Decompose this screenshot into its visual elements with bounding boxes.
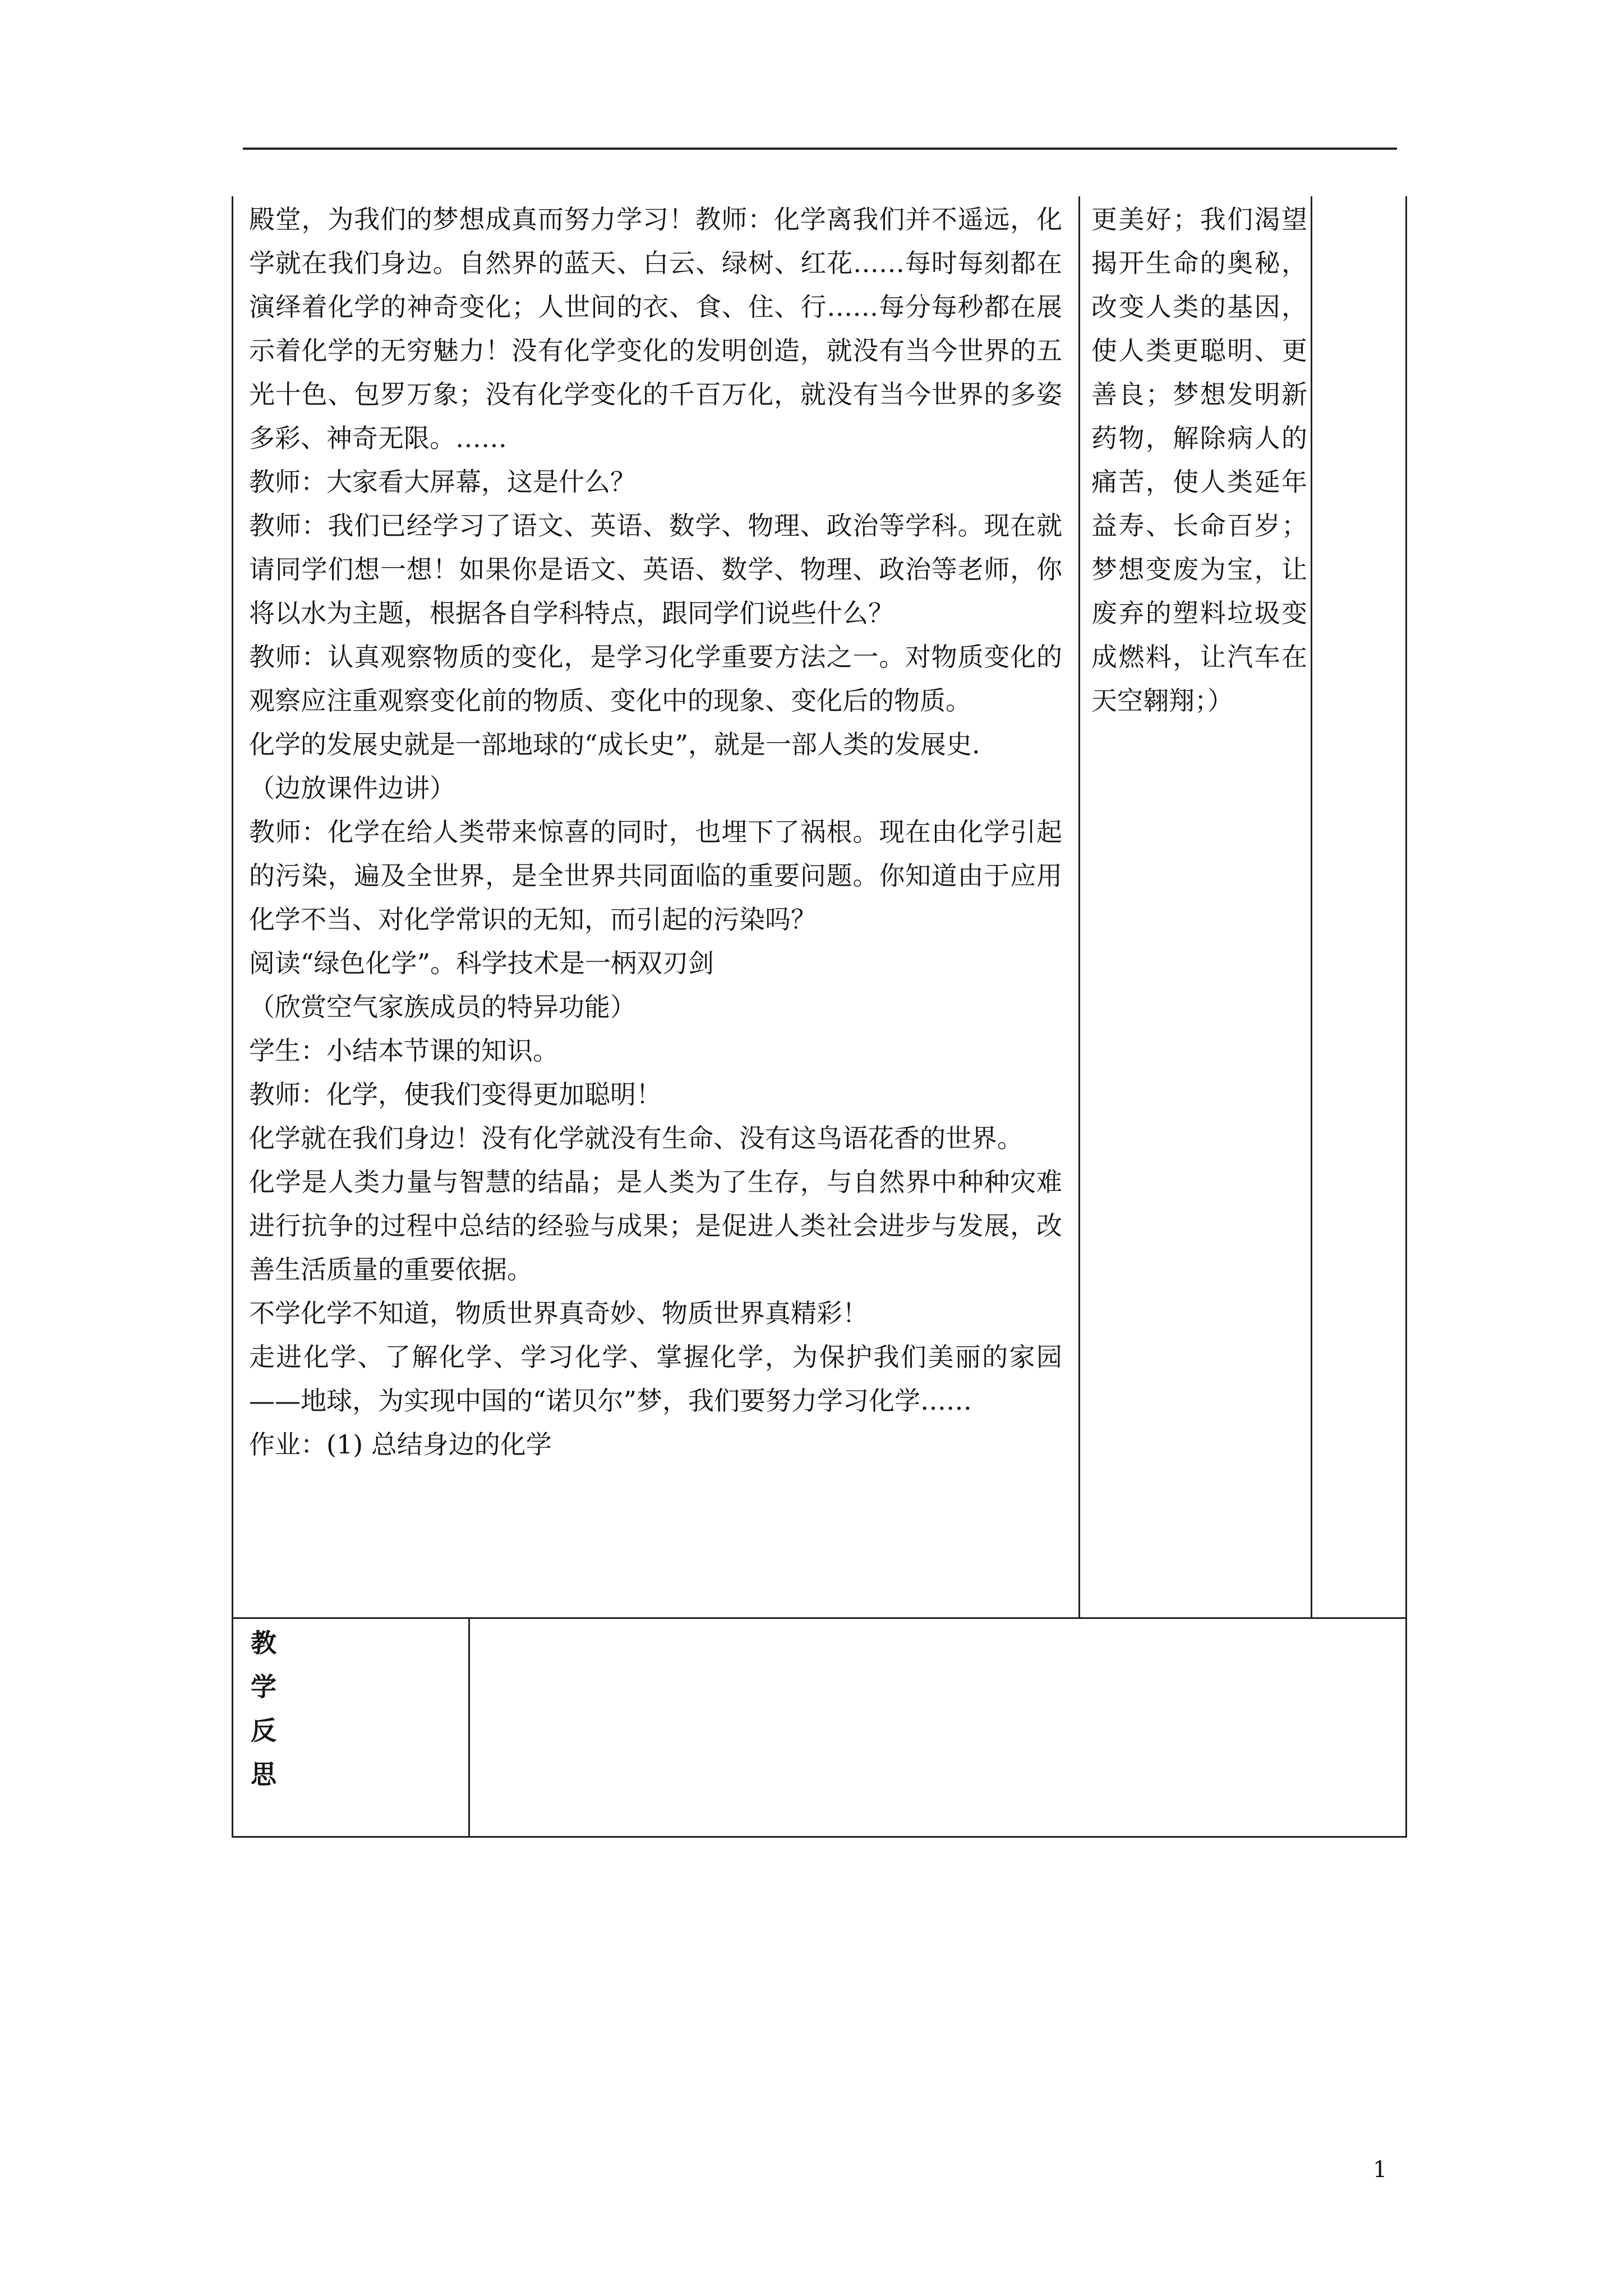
paragraph: 教师：化学在给人类带来惊喜的同时，也埋下了祸根。现在由化学引起的污染，遍及全世界，是全世界共同面临的重要问题。你知道由于应用化学不当、对化学常识的无知，而引起的污染吗？ xyxy=(249,817,1062,935)
paragraph: 化学是人类力量与智慧的结晶；是人类为了生存，与自然界中种种灾难进行抗争的过程中总结的经验与成果；是促进人类社会进步与发展，改善生活质量的重要依据。 xyxy=(249,1167,1062,1285)
paragraph: 走进化学、了解化学、学习化学、掌握化学，为保护我们美丽的家园——地球，为实现中国的“诺贝尔”梦，我们要努力学习化学…… xyxy=(249,1342,1062,1416)
main-column-text xyxy=(249,197,1062,1466)
reflection-label-char: 思 xyxy=(251,1759,276,1789)
column-divider-notes xyxy=(1311,196,1312,1618)
side-column-text xyxy=(1091,197,1307,723)
reflection-label-char: 反 xyxy=(251,1715,276,1746)
table-border-bottom xyxy=(232,1836,1407,1838)
reflection-divider xyxy=(468,1617,470,1838)
paragraph: （欣赏空气家族成员的特异功能） xyxy=(249,992,636,1022)
header-rule xyxy=(243,148,1397,150)
row-divider xyxy=(232,1617,1407,1619)
paragraph: 教师：化学，使我们变得更加聪明！ xyxy=(249,1079,662,1110)
table-border-right xyxy=(1405,196,1407,1838)
table-border-left xyxy=(232,196,233,1838)
reflection-label xyxy=(251,1621,284,1796)
page-number: 1 xyxy=(1373,2157,1387,2183)
paragraph: 不学化学不知道，物质世界真奇妙、物质世界真精彩！ xyxy=(249,1298,868,1328)
paragraph: 化学就在我们身边！没有化学就没有生命、没有这鸟语花香的世界。 xyxy=(249,1123,1023,1153)
paragraph: 教师：大家看大屏幕，这是什么？ xyxy=(249,467,636,497)
paragraph: 殿堂，为我们的梦想成真而努力学习！教师：化学离我们并不遥远，化学就在我们身边。自然界的蓝天、白云、绿树、红花……每时每刻都在演绎着化学的神奇变化；人世间的衣、食、住、行……每分每秒都在展示着化学的无穷魅力！没有化学变化的发明创造，就没有当今世界的五光十色、包罗万象；没有化学变化的千百万化，就没有当今世界的多姿多彩、神奇无限。…… xyxy=(249,204,1062,453)
paragraph: （边放课件边讲） xyxy=(249,773,455,803)
paragraph: 化学的发展史就是一部地球的“成长史”，就是一部人类的发展史. xyxy=(249,729,980,760)
side-paragraph: 更美好；我们渴望揭开生命的奥秘，改变人类的基因，使人类更聪明、更善良；梦想发明新药物，解除病人的痛苦，使人类延年益寿、长命百岁；梦想变废为宝，让废弃的塑料垃圾变成燃料，让汽车在天空翱翔；） xyxy=(1091,204,1307,716)
column-divider-side xyxy=(1078,196,1080,1618)
paragraph: 教师：我们已经学习了语文、英语、数学、物理、政治等学科。现在就请同学们想一想！如果你是语文、英语、数学、物理、政治等老师，你将以水为主题，根据各自学科特点，跟同学们说些什么？ xyxy=(249,510,1062,628)
paragraph: 阅读“绿色化学”。科学技术是一柄双刃剑 xyxy=(249,948,714,978)
homework-line: 作业：(1) 总结身边的化学 xyxy=(249,1429,552,1460)
reflection-label-char: 学 xyxy=(251,1672,276,1702)
paragraph: 教师：认真观察物质的变化，是学习化学重要方法之一。对物质变化的观察应注重观察变化前的物质、变化中的现象、变化后的物质。 xyxy=(249,642,1062,716)
reflection-label-char: 教 xyxy=(251,1628,276,1658)
paragraph: 学生：小结本节课的知识。 xyxy=(249,1036,559,1066)
